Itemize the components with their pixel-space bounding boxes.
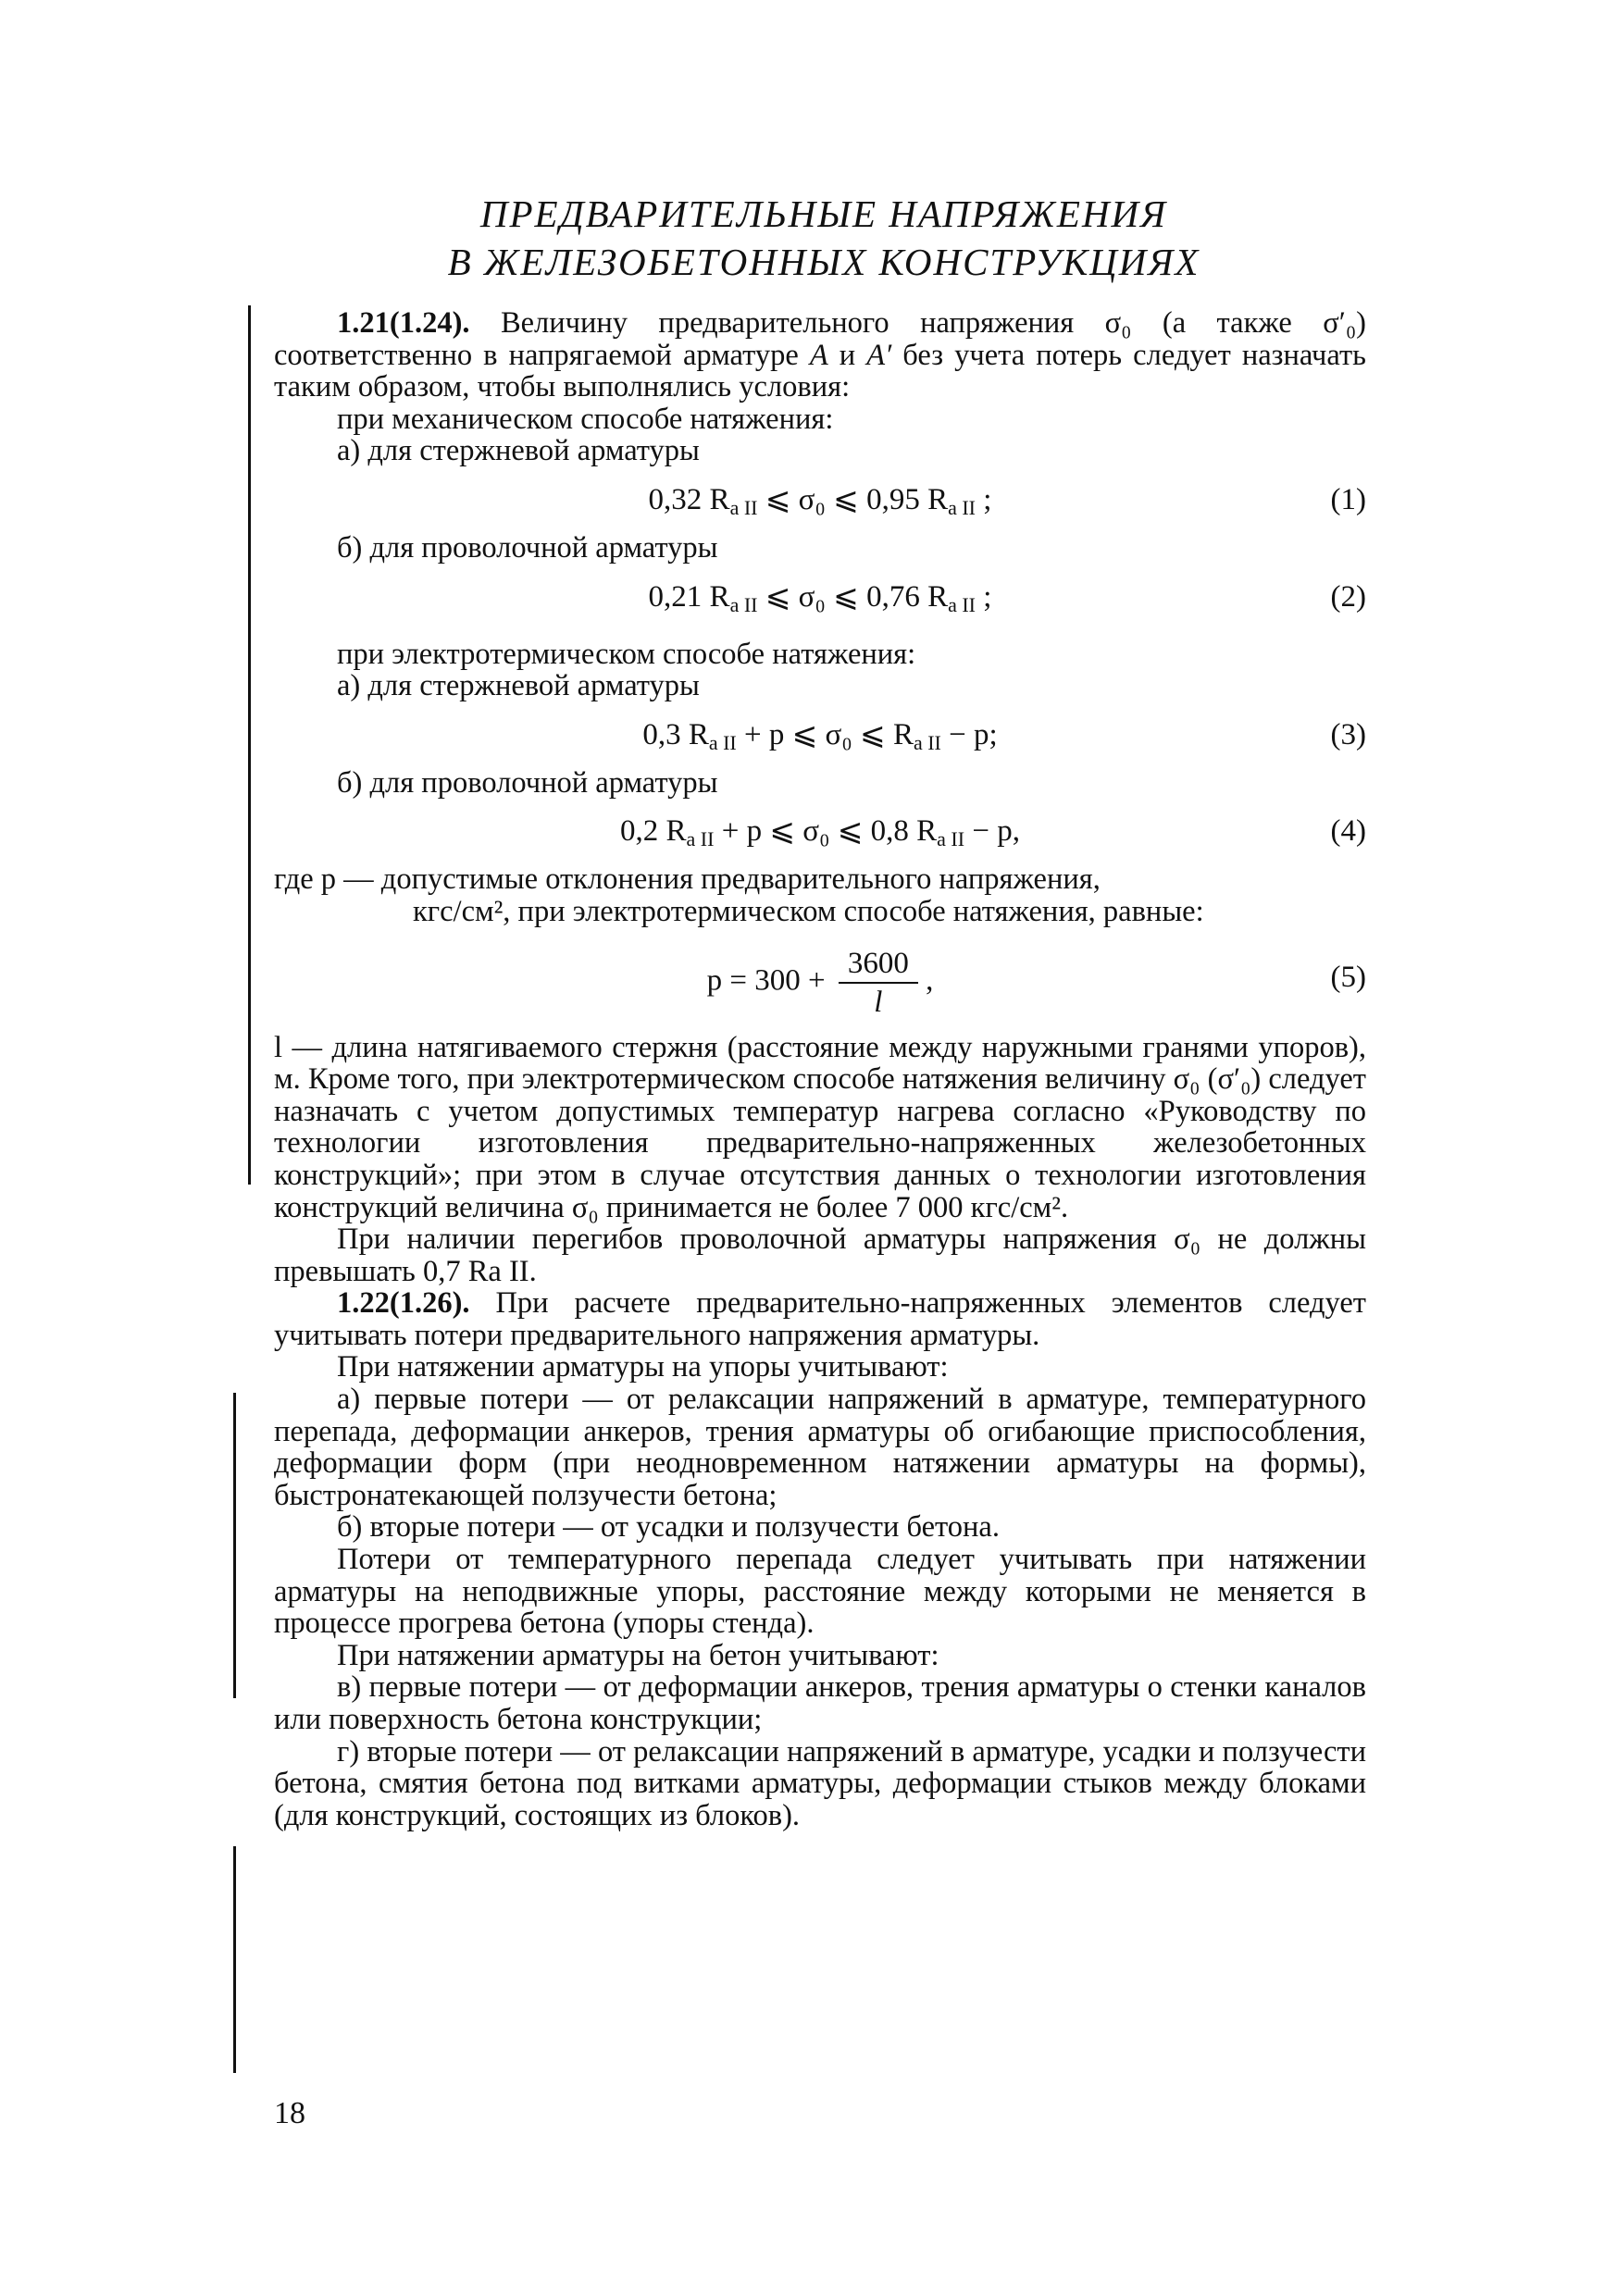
concrete-intro: При натяжении арматуры на бетон учитывают: [337,1638,939,1672]
clause-number: 1.21(1.24). [337,306,470,340]
stops-item-b: б) вторые потери — от усадки и ползучести бетона. [337,1510,1000,1545]
electro-intro: при электротермическом способе натяжения: [337,637,916,671]
mech-item-b: б) для проволочной арматуры [337,530,718,565]
paragraph-1-21: 1.21(1.24). Величину предварительного напряжения σ₀ (а также σ′₀) соответственно в напрягаемой арматуре A и A′ без учета потерь следует назначать таким образом, чтобы выполнялись условия: [274,306,1366,404]
where-definition-cont: кгс/см², при электротермическом способе натяжения, равные: [413,894,1204,928]
clause-number: 1.22(1.26). [337,1286,470,1321]
electro-item-a: а) для стержневой арматуры [337,669,700,703]
heading-line-1: ПРЕДВАРИТЕЛЬНЫЕ НАПРЯЖЕНИЯ [479,192,1168,235]
equation-number: (2) [1330,579,1366,614]
equation-number: (1) [1330,482,1366,516]
mech-intro: при механическом способе натяжения: [337,402,834,436]
bends-paragraph: При наличии перегибов проволочной арматуры напряжения σ₀ не должны превышать 0,7 Rа II. [274,1222,1366,1288]
concrete-item-v: в) первые потери — от деформации анкеров, трения арматуры о стенки каналов или поверхность бетона конструкции; [274,1670,1366,1736]
revision-bar-3 [233,1846,236,2073]
paragraph-1-22: 1.22(1.26). При расчете предварительно-напряженных элементов следует учитывать потери предварительного напряжения арматуры. [274,1286,1366,1352]
equation-number: (3) [1330,717,1366,751]
stops-item-a: а) первые потери — от релаксации напряжений в арматуре, температурного перепада, деформации анкеров, трения арматуры об огибающие приспособления, деформации форм (при неодновременном натяжении арматуры на формы), быстронатекающей ползучести бетона; [274,1383,1366,1512]
fraction: $\frac{3600}{l}$ [839,945,918,1021]
revision-bar-2 [233,1393,236,1698]
equation-1: 0,32 $R_{а II}$ ⩽ σ₀ ⩽ 0,95 $R_{а II}$ ; (1) [274,467,1366,532]
electro-item-b: б) для проволочной арматуры [337,765,718,800]
mech-item-a: а) для стержневой арматуры [337,434,700,468]
revision-bar-1 [248,305,251,1185]
section-heading [278,190,1370,286]
stops-intro: При натяжении арматуры на упоры учитывают: [337,1350,949,1384]
body-text [274,307,1366,1831]
equation-2: 0,21 $R_{а II}$ ⩽ σ₀ ⩽ 0,76 $R_{а II}$ ; (2) [274,565,1366,629]
length-definition: l — длина натягиваемого стержня (расстояние между наружными гранями упоров), м. Кроме того, при электротермическом способе натяжения величину σ₀ (σ′₀) следует назначать с учетом допустимых температур нагрева согласно «Руководству по технологии изготовления предварительно-напряженных железобетонных конструкций»; при этом в случае отсутствия данных о технологии изготовления конструкций величина σ₀ принимается не более 7 000 кгс/см². [274,1030,1366,1224]
equation-4: 0,2 $R_{а II} + p$ ⩽ σ₀ ⩽ 0,8 $R_{а II} - p$, (4) [274,799,1366,863]
page-number: 18 [274,2096,305,2130]
equation-3: 0,3 $R_{а II} + p$ ⩽ σ₀ ⩽ $R_{а II} - p$; (3) [274,702,1366,767]
equation-number: (4) [1330,814,1366,849]
concrete-item-g: г) вторые потери — от релаксации напряжений в арматуре, усадки и ползучести бетона, смятия бетона под витками арматуры, деформации стыков между блоками (для конструкций, состоящих из блоков). [274,1734,1366,1832]
equation-number: (5) [1330,960,1366,994]
where-definition: где p — допустимые отклонения предварительного напряжения, [274,863,1101,897]
heading-line-2: В ЖЕЛЕЗОБЕТОННЫХ КОНСТРУКЦИЯХ [447,241,1200,283]
equation-5: p = 300 + $\frac{3600}{l}$ , (5) [706,946,1366,1019]
temp-losses-paragraph: Потери от температурного перепада следует учитывать при натяжении арматуры на неподвижные упоры, расстояние между которыми не меняется в процессе прогрева бетона (упоры стенда). [274,1543,1366,1641]
